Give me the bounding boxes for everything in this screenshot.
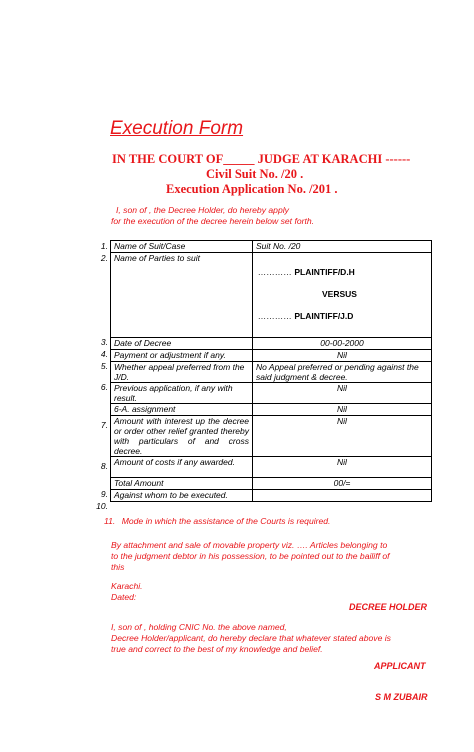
row-value: Nil: [253, 404, 432, 416]
defendant-line: [258, 311, 353, 321]
table-row: [111, 416, 432, 457]
row-number: 9.: [100, 489, 108, 499]
table-row: [111, 404, 432, 416]
blank-dots: …………: [258, 311, 292, 321]
form-title: Execution Form: [110, 118, 244, 139]
dated-label: Dated:: [111, 592, 137, 602]
row-label: Name of Suit/Case: [111, 241, 253, 253]
execution-application-line: Execution Application No. /201 .: [166, 182, 338, 196]
row-label: Total Amount: [111, 478, 253, 490]
table-row: [111, 362, 432, 383]
blank-dots: …………: [258, 267, 292, 277]
table-row: [111, 350, 432, 362]
row-value: Nil: [253, 457, 432, 478]
table-row: [111, 490, 432, 502]
declaration-line-3: true and correct to the best of my knowledge and belief.: [111, 644, 323, 654]
row-number: 8.: [100, 461, 108, 471]
attachment-line-1: By attachment and sale of movable property viz. …. Articles belonging to: [111, 540, 388, 550]
table-row: [111, 383, 432, 404]
row-value: Nil: [253, 383, 432, 404]
signatory-name: S M ZUBAIR: [375, 692, 428, 702]
row-label: Whether appeal preferred from the J/D.: [111, 362, 253, 383]
row-number: 2.: [100, 253, 108, 263]
intro-line-1: I, son of , the Decree Holder, do hereby apply: [116, 205, 289, 215]
row-number: 7.: [100, 420, 108, 430]
row-value: Nil: [253, 416, 432, 457]
place-label: Karachi.: [111, 581, 143, 591]
plaintiff-line: [258, 267, 355, 277]
applicant-label: APPLICANT: [374, 661, 426, 671]
row-value: 00/=: [253, 478, 432, 490]
row-value: No Appeal preferred or pending against the said judgment & decree.: [253, 362, 432, 383]
court-heading: IN THE COURT OF_____ JUDGE AT KARACHI ------: [112, 152, 411, 166]
row-value: Suit No. /20: [253, 241, 432, 253]
particulars-table: [110, 240, 432, 502]
attachment-line-3: this: [111, 562, 125, 572]
table-row: [111, 241, 432, 253]
row-number: 4.: [100, 349, 108, 359]
row-label: 6-A. assignment: [111, 404, 253, 416]
row-label: Against whom to be executed.: [111, 490, 253, 502]
row-value: [253, 490, 432, 502]
row-number: 5.: [100, 361, 108, 371]
row-number: 1.: [100, 241, 108, 251]
row-number: 3.: [100, 337, 108, 347]
table-row: [111, 253, 432, 338]
decree-holder-label: DECREE HOLDER: [349, 602, 428, 612]
versus-line: [322, 289, 357, 299]
declaration-line-1: I, son of , holding CNIC No. the above named,: [111, 622, 287, 632]
civil-suit-line: Civil Suit No. /20 .: [206, 167, 304, 181]
row-label: Amount with interest up the decree or order other relief granted thereby with particulars of and cross decree.: [111, 416, 253, 457]
plaintiff-label: PLAINTIFF/D.H: [294, 267, 355, 277]
table-row: [111, 478, 432, 490]
row-label: Payment or adjustment if any.: [111, 350, 253, 362]
table-row: [111, 338, 432, 350]
intro-line-2: for the execution of the decree herein below set forth.: [111, 216, 315, 226]
row-number: 6.: [100, 382, 108, 392]
versus-label: VERSUS: [322, 289, 357, 299]
row-number: 10.: [96, 501, 108, 511]
row-label: Date of Decree: [111, 338, 253, 350]
row-label: Amount of costs if any awarded.: [111, 457, 253, 478]
declaration-line-2: Decree Holder/applicant, do hereby declare that whatever stated above is: [111, 633, 391, 643]
mode-of-assistance-text: Mode in which the assistance of the Courts is required.: [121, 516, 331, 526]
row-value: Nil: [253, 350, 432, 362]
mode-of-assistance: [104, 516, 330, 527]
row-label: Name of Parties to suit: [111, 253, 253, 338]
defendant-label: PLAINTIFF/J.D: [294, 311, 354, 321]
row-label: Previous application, if any with result.: [111, 383, 253, 404]
table-row: [111, 457, 432, 478]
row-value: 00-00-2000: [253, 338, 432, 350]
attachment-line-2: to the judgment debtor in his possession, to be pointed out to the bailiff of: [111, 551, 390, 561]
row-number: 11.: [104, 516, 116, 526]
